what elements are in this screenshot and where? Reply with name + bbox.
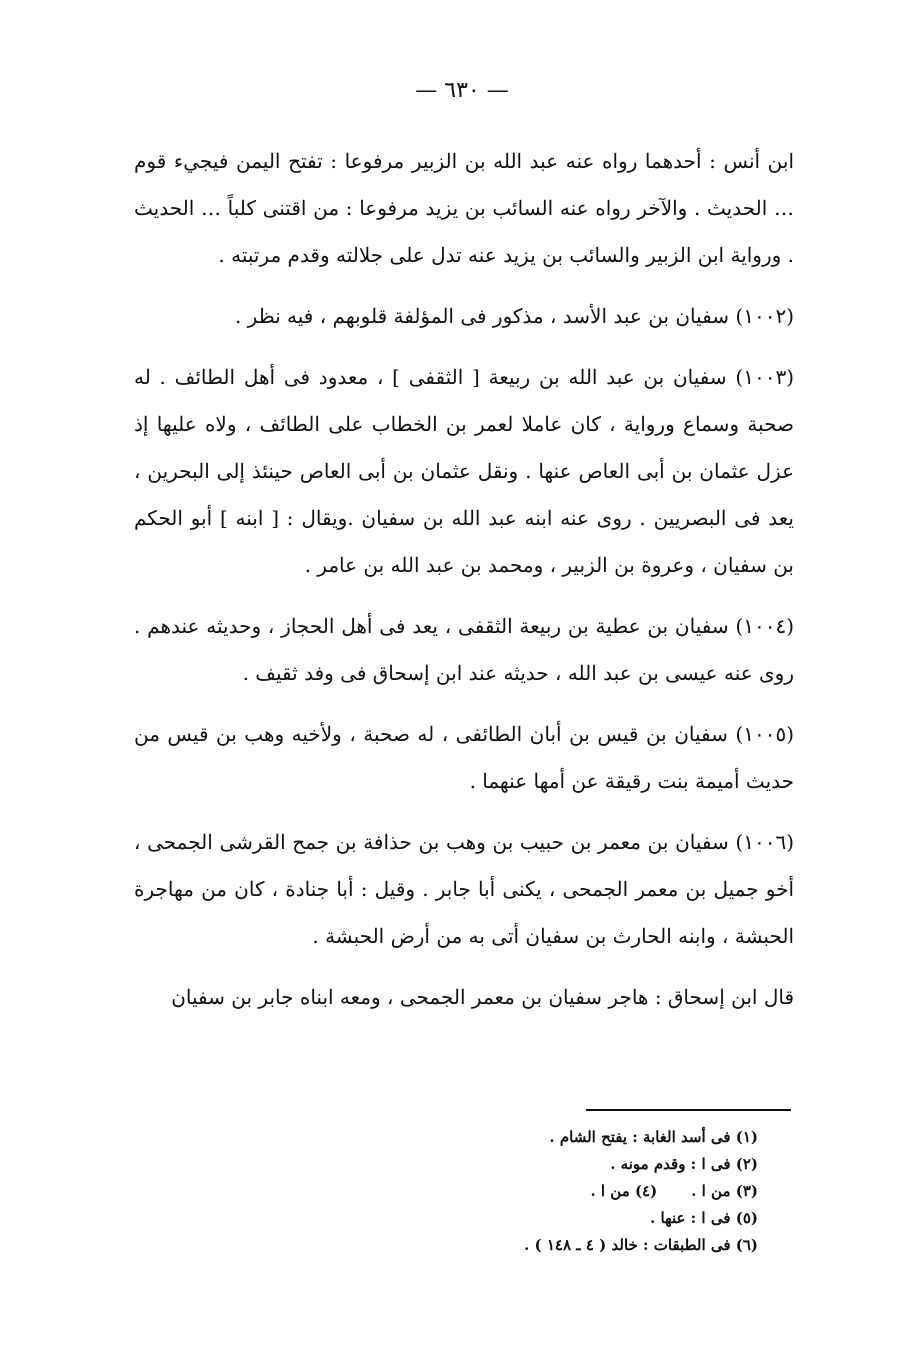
footnote-5: (٥) فى ا : عنها . <box>650 1209 758 1227</box>
entry-1004: (١٠٠٤) سفيان بن عطية بن ربيعة الثقفى ، يعد فى أهل الحجاز ، وحديثه عندهم . روى عنه عيسى بن عبد الله ، حديثه عند ابن إسحاق فى وفد ثقيف . <box>134 614 794 685</box>
footnotes <box>300 1124 758 1259</box>
main-text <box>134 138 794 1035</box>
footnote-row-3-4 <box>300 1178 758 1205</box>
footnote-1: (١) فى أسد الغابة : يفتح الشام . <box>549 1128 758 1146</box>
footnote-4: (٤) من ا . <box>590 1182 658 1200</box>
entry-1002: (١٠٠٢) سفيان بن عبد الأسد ، مذكور فى المؤلفة قلوبهم ، فيه نظر . <box>234 304 794 328</box>
paragraph-intro: ابن أنس : أحدهما رواه عنه عبد الله بن الزبير مرفوعا : تفتح اليمن فيجيء قوم … الحديث . والآخر رواه عنه السائب بن يزيد مرفوعا : من اقتنى كلباً … الحديث . ورواية ابن الزبير والسائب بن يزيد عنه تدل على جلالته وقدم مرتبته . <box>134 149 794 267</box>
entry-1003: (١٠٠٣) سفيان بن عبد الله بن ربيعة [ الثقفى ] ، معدود فى أهل الطائف . له صحبة وسماع ورواية ، كان عاملا لعمر بن الخطاب على الطائف ، ولاه عليها إذ عزل عثمان بن أبى العاص عنها . ونقل عثمان بن أبى العاص حينئذ إلى البحرين ، يعد فى البصريين . روى عنه ابنه عبد الله بن سفيان .ويقال : [ ابنه ] أبو الحكم بن سفيان ، وعروة بن الزبير ، ومحمد بن عبد الله بن عامر . <box>134 365 794 577</box>
entry-1005: (١٠٠٥) سفيان بن قيس بن أبان الطائفى ، له صحبة ، ولأخيه وهب بن قيس من حديث أميمة بنت رقيقة عن أمها عنهما . <box>134 722 794 793</box>
footnote-2: (٢) فى ا : وقدم مونه . <box>610 1155 758 1173</box>
footnote-divider <box>586 1109 791 1111</box>
footnote-6: (٦) فى الطبقات : خالد ( ٤ ـ ١٤٨ ) . <box>524 1236 758 1254</box>
entry-1006: (١٠٠٦) سفيان بن معمر بن حبيب بن وهب بن حذافة بن جمح القرشى الجمحى ، أخو جميل بن معمر الجمحى ، يكنى أبا جابر . وقيل : أبا جنادة ، كان من مهاجرة الحبشة ، وابنه الحارث بن سفيان أتى به من أرض الحبشة . <box>134 830 794 948</box>
page-number: — ٦٣٠ — <box>415 78 509 103</box>
footnote-3: (٣) من ا . <box>691 1182 758 1200</box>
paragraph-ibn-ishaq: قال ابن إسحاق : هاجر سفيان بن معمر الجمحى ، ومعه ابناه جابر بن سفيان <box>171 985 794 1009</box>
